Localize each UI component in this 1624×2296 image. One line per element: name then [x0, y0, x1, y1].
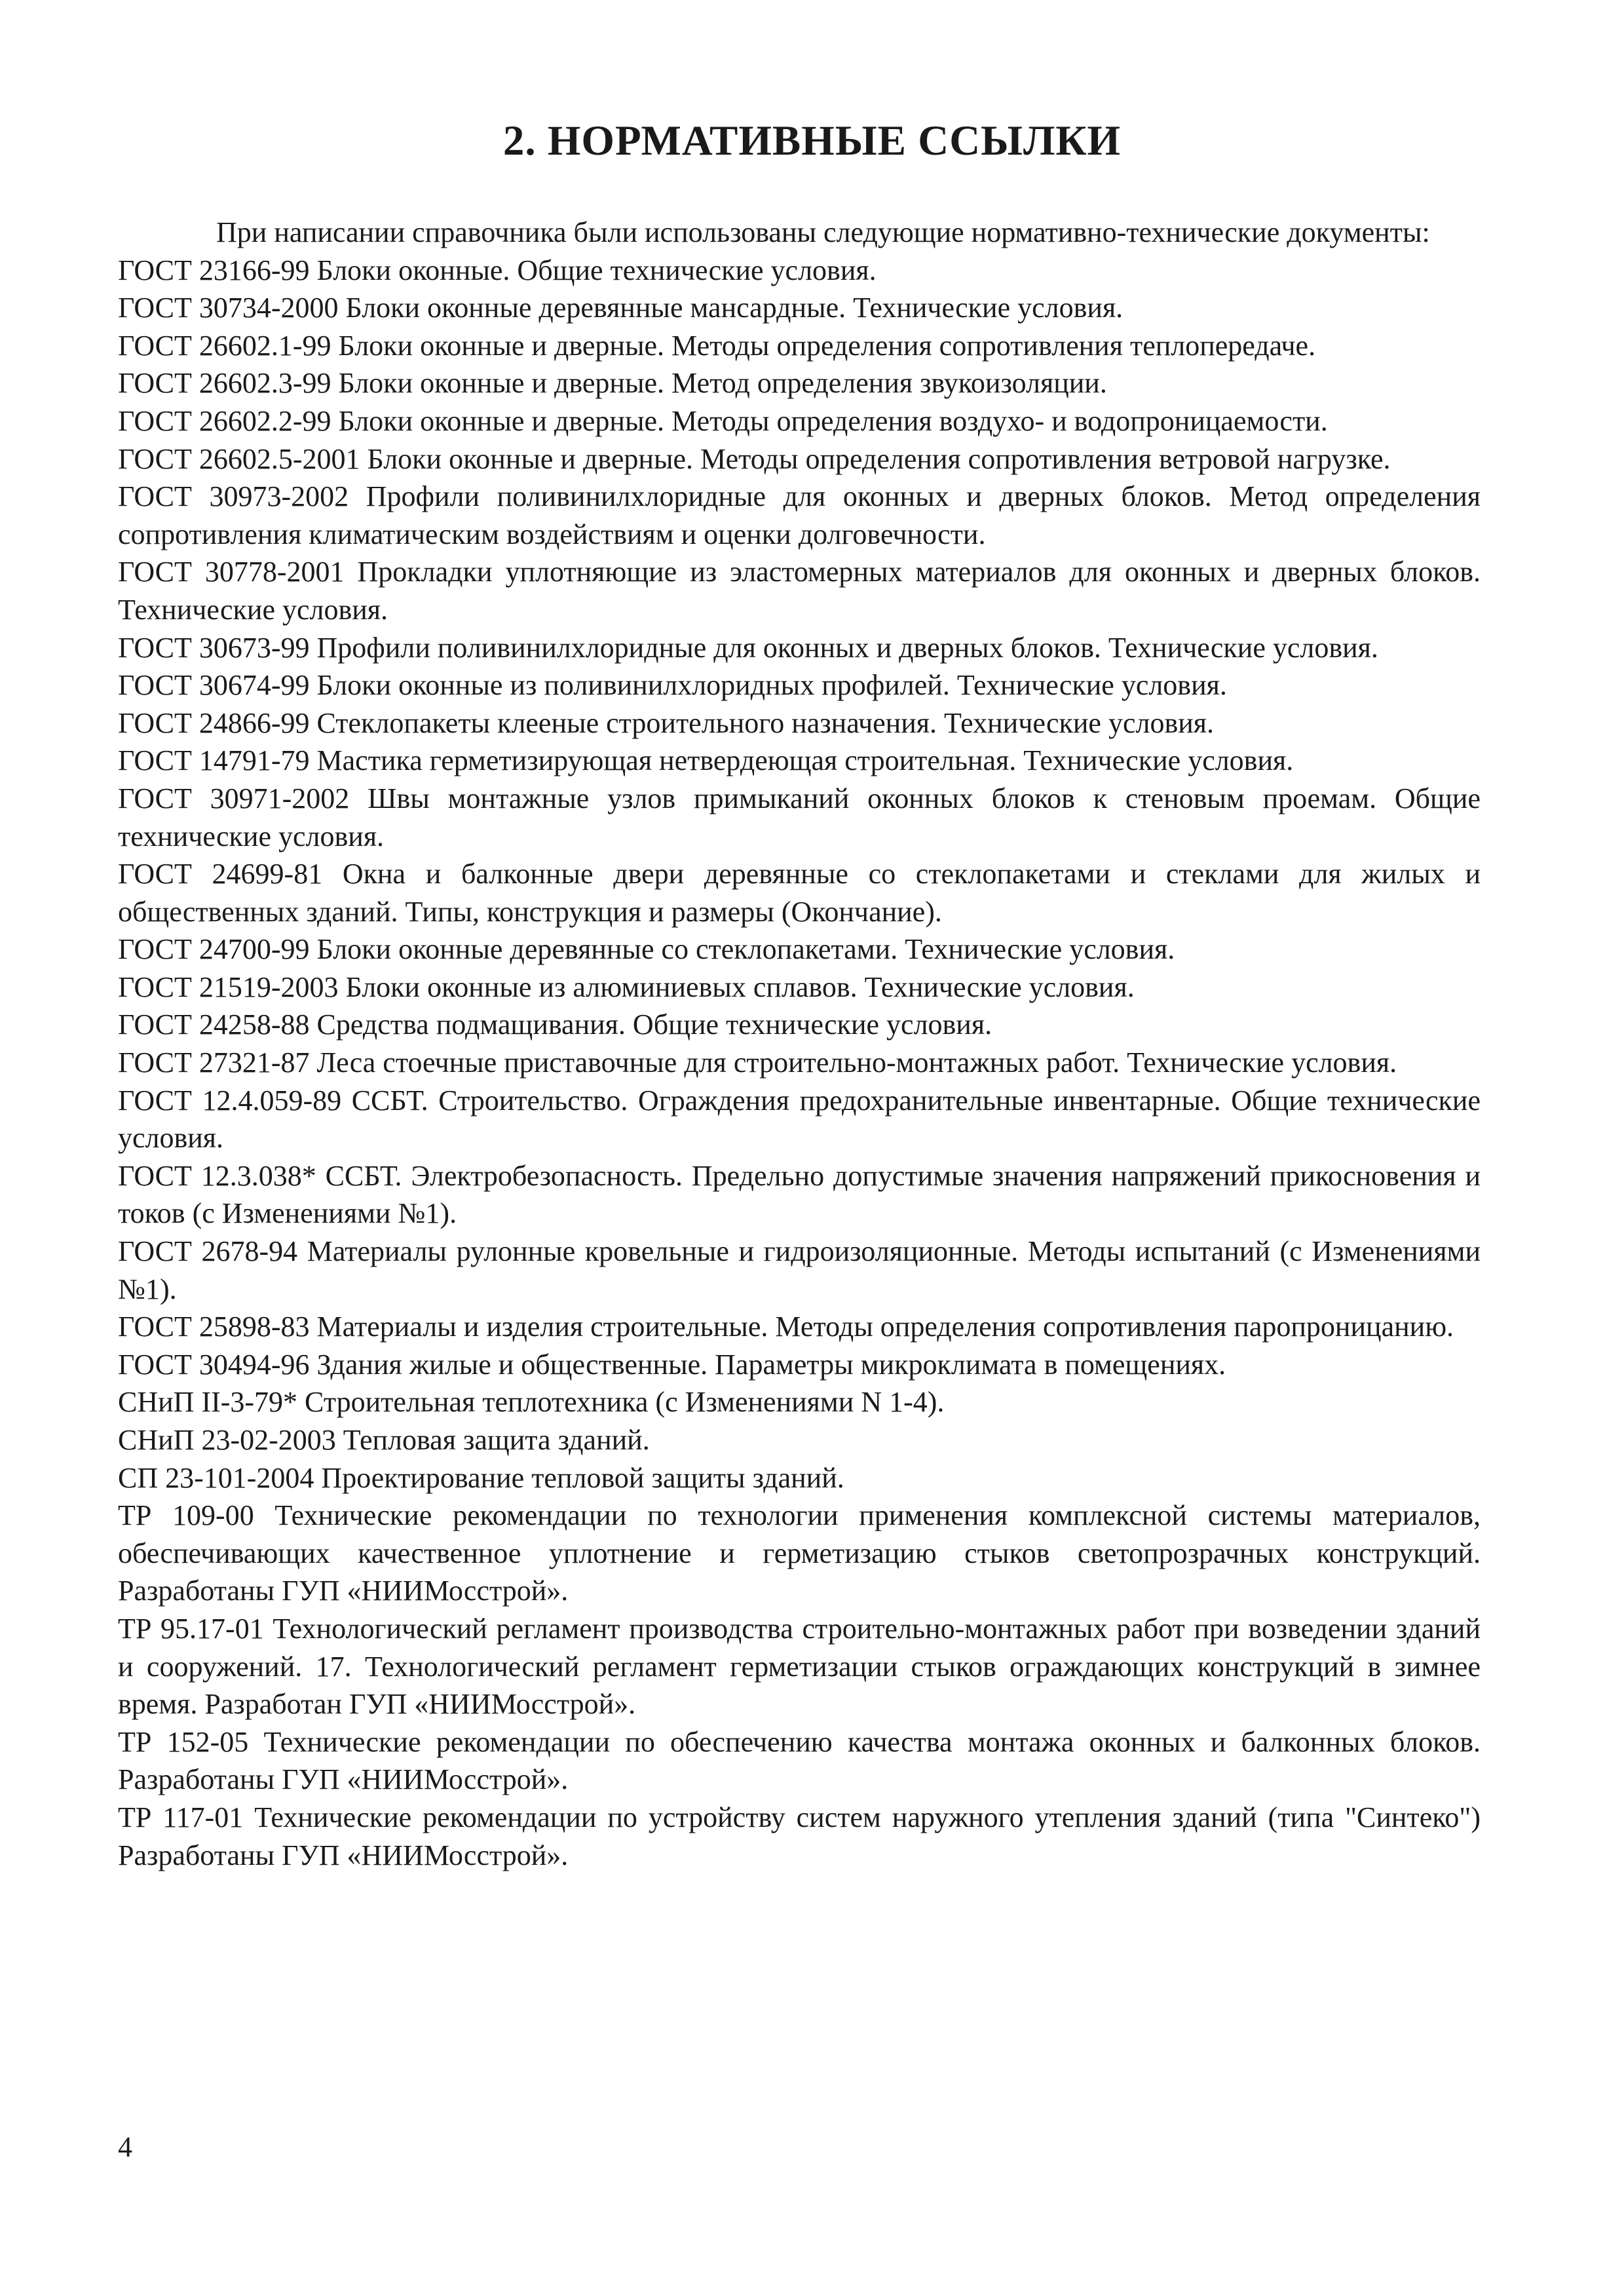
- reference-item: ГОСТ 30673-99 Профили поливинилхлоридные для оконных и дверных блоков. Технические условия.: [118, 631, 1378, 664]
- reference-item: СНиП II-3-79* Строительная теплотехника (с Изменениями N 1-4).: [118, 1386, 945, 1419]
- intro-paragraph: При написании справочника были использованы следующие нормативно-технические документы:: [216, 216, 1430, 248]
- reference-item: ГОСТ 21519-2003 Блоки оконные из алюминиевых сплавов. Технические условия.: [118, 970, 1135, 1003]
- reference-item: ГОСТ 25898-83 Материалы и изделия строительные. Методы определения сопротивления паропроницанию.: [118, 1311, 1454, 1343]
- reference-item: ГОСТ 26602.3-99 Блоки оконные и дверные. Метод определения звукоизоляции.: [118, 367, 1107, 400]
- reference-item: ТР 109-00 Технические рекомендации по технологии применения комплексной системы материалов, обеспечивающих качественное уплотнение и герметизацию стыков светопрозрачных конструкций. Разработаны ГУП «НИИМосстрой».: [118, 1499, 1481, 1607]
- reference-item: ТР 117-01 Технические рекомендации по устройству систем наружного утепления зданий (типа "Синтеко") Разработаны ГУП «НИИМосстрой».: [118, 1801, 1481, 1871]
- reference-item: ГОСТ 26602.2-99 Блоки оконные и дверные. Методы определения воздухо- и водопроницаемости.: [118, 404, 1328, 437]
- reference-item: ГОСТ 24700-99 Блоки оконные деревянные со стеклопакетами. Технические условия.: [118, 933, 1175, 966]
- reference-item: ГОСТ 23166-99 Блоки оконные. Общие технические условия.: [118, 254, 877, 286]
- reference-item: ТР 95.17-01 Технологический регламент производства строительно-монтажных работ при возведении зданий и сооружений. 17. Технологический регламент герметизации стыков ограждающих конструкций в зимнее время. Разработан ГУП «НИИМосстрой».: [118, 1612, 1481, 1721]
- reference-item: ТР 152-05 Технические рекомендации по обеспечению качества монтажа оконных и балконных блоков. Разработаны ГУП «НИИМосстрой».: [118, 1725, 1481, 1796]
- reference-item: ГОСТ 24699-81 Окна и балконные двери деревянные со стеклопакетами и стеклами для жилых и общественных зданий. Типы, конструкция и размеры (Окончание).: [118, 858, 1481, 928]
- reference-item: ГОСТ 12.4.059-89 ССБТ. Строительство. Ограждения предохранительные инвентарные. Общие технические условия.: [118, 1084, 1481, 1155]
- page-number: 4: [118, 2131, 132, 2163]
- reference-item: ГОСТ 24258-88 Средства подмащивания. Общие технические условия.: [118, 1008, 992, 1041]
- reference-item: ГОСТ 30674-99 Блоки оконные из поливинилхлоридных профилей. Технические условия.: [118, 669, 1227, 702]
- reference-item: ГОСТ 24866-99 Стеклопакеты клееные строительного назначения. Технические условия.: [118, 706, 1215, 739]
- page-title: 2. НОРМАТИВНЫЕ ССЫЛКИ: [502, 117, 1122, 164]
- reference-item: ГОСТ 14791-79 Мастика герметизирующая нетвердеющая строительная. Технические условия.: [118, 744, 1294, 777]
- reference-item: ГОСТ 26602.5-2001 Блоки оконные и дверные. Методы определения сопротивления ветровой нагрузке.: [118, 442, 1391, 475]
- reference-item: ГОСТ 30494-96 Здания жилые и общественные. Параметры микроклимата в помещениях.: [118, 1348, 1226, 1381]
- references-section: [118, 214, 1481, 1874]
- reference-item: ГОСТ 30971-2002 Швы монтажные узлов примыканий оконных блоков к стеновым проемам. Общие технические условия.: [118, 782, 1481, 852]
- reference-item: ГОСТ 30734-2000 Блоки оконные деревянные мансардные. Технические условия.: [118, 292, 1124, 324]
- reference-item: ГОСТ 12.3.038* ССБТ. Электробезопасность. Предельно допустимые значения напряжений прикосновения и токов (с Изменениями №1).: [118, 1159, 1481, 1230]
- reference-item: ГОСТ 30778-2001 Прокладки уплотняющие из эластомерных материалов для оконных и дверных блоков. Технические условия.: [118, 556, 1481, 626]
- reference-item: СНиП 23-02-2003 Тепловая защита зданий.: [118, 1424, 650, 1456]
- reference-item: ГОСТ 27321-87 Леса стоечные приставочные для строительно-монтажных работ. Технические условия.: [118, 1046, 1397, 1079]
- reference-item: СП 23-101-2004 Проектирование тепловой защиты зданий.: [118, 1461, 844, 1494]
- reference-item: ГОСТ 26602.1-99 Блоки оконные и дверные. Методы определения сопротивления теплопередаче.: [118, 329, 1316, 362]
- reference-item: ГОСТ 30973-2002 Профили поливинилхлоридные для оконных и дверных блоков. Метод определения сопротивления климатическим воздействиям и оценки долговечности.: [118, 480, 1481, 550]
- reference-item: ГОСТ 2678-94 Материалы рулонные кровельные и гидроизоляционные. Методы испытаний (с Изменениями №1).: [118, 1235, 1481, 1305]
